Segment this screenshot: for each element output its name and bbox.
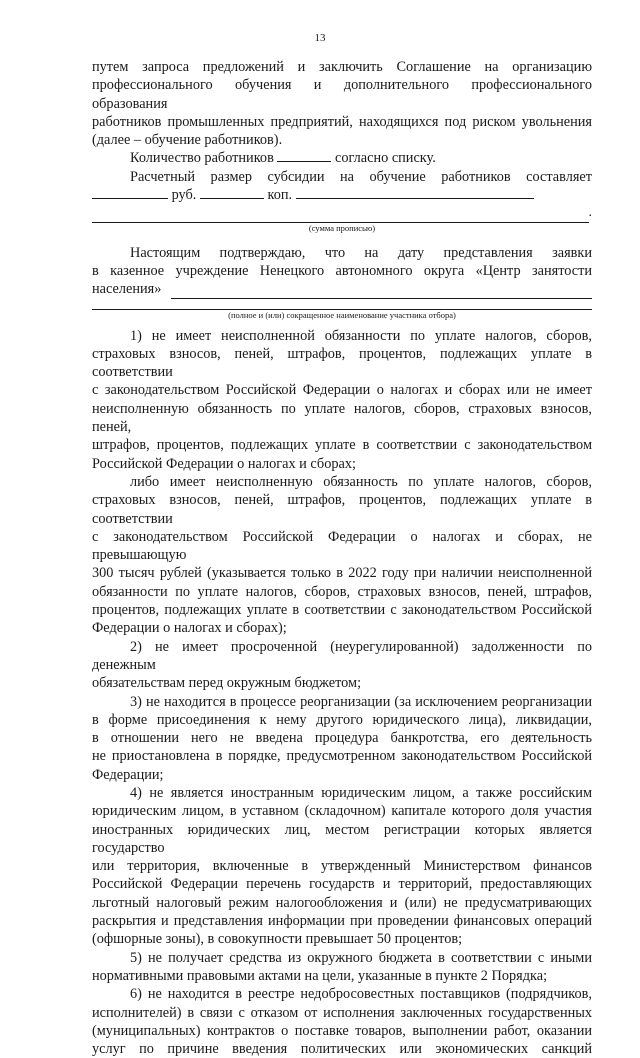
confirm-line: в казенное учреждение Ненецкого автономного округа «Центр занятости xyxy=(92,262,592,279)
condition-line: Федерации; xyxy=(92,766,164,783)
condition-line: услуг по причине введения политических или экономических санкций xyxy=(92,1041,592,1058)
condition-line: либо имеет неисполненную обязанность по уплате налогов, сборов, xyxy=(130,473,592,490)
condition-line: с законодательством Российской Федерации о налогах и сборах или не имеет xyxy=(92,382,592,399)
condition-line: 300 тысяч рублей (указывается только в 2022 году при наличии неисполненной xyxy=(92,565,592,582)
condition-line: Российской Федерации о налогах и сборах; xyxy=(92,455,356,472)
condition-line: страховых взносов, пеней, штрафов, процентов, подлежащих уплате в соответствии xyxy=(92,492,592,527)
amount-words-field[interactable] xyxy=(92,210,589,223)
workers-count-suffix: согласно списку. xyxy=(334,150,436,167)
workers-count-label: Количество работников xyxy=(130,150,274,167)
condition-line: раскрытия и представления информации при проведении финансовых операций xyxy=(92,913,592,930)
conditions-list xyxy=(92,327,592,1058)
condition-line: в форме присоединения к нему другого юридического лица), ликвидации, xyxy=(92,711,592,728)
amount-caption: (сумма прописью) xyxy=(308,222,376,233)
participant-name-field-2[interactable] xyxy=(92,299,592,310)
intro-line: (далее – обучение работников). xyxy=(92,132,283,149)
condition-line: обязательствам перед окружным бюджетом; xyxy=(92,675,362,692)
intro-line: профессионального обучения и дополнительного профессионального образования xyxy=(92,77,592,112)
condition-line: 1) не имеет неисполненной обязанности по уплате налогов, сборов, xyxy=(130,327,592,344)
condition-line: штрафов, процентов, подлежащих уплате в соответствии с законодательством xyxy=(92,437,592,454)
condition-line: юридическим лицом, в уставном (складочном) капитале которого доля участия xyxy=(92,803,592,820)
condition-line: не приостановлена в порядке, предусмотренном законодательством Российской xyxy=(92,748,592,765)
condition-line: с законодательством Российской Федерации о налогах и сборах, не превышающую xyxy=(92,528,592,564)
condition-item xyxy=(92,985,592,1058)
subsidy-kop-label: коп. xyxy=(267,187,293,204)
condition-line: обязанности по уплате налогов, сборов, страховых взносов, пеней, штрафов, xyxy=(92,583,592,600)
participant-name-field[interactable] xyxy=(171,286,592,299)
subsidy-amount-line xyxy=(92,186,592,204)
condition-line: или территория, включенные в утвержденный Министерством финансов xyxy=(92,858,592,875)
condition-line: 2) не имеет просроченной (неурегулированной) задолженности по денежным xyxy=(92,638,592,673)
confirm-line: Настоящим подтверждаю, что на дату представления заявки xyxy=(130,244,592,261)
subsidy-rub-label: руб. xyxy=(171,187,197,204)
condition-line: Российской Федерации перечень государств и территорий, предоставляющих xyxy=(92,876,592,893)
condition-line: нормативными правовыми актами на цели, указанные в пункте 2 Порядка; xyxy=(92,967,548,984)
condition-line: 6) не находится в реестре недобросовестных поставщиков (подрядчиков, xyxy=(130,986,592,1003)
confirm-name-row xyxy=(92,280,592,298)
subsidy-line: Расчетный размер субсидии на обучение работников составляет xyxy=(130,168,592,185)
condition-item xyxy=(92,473,592,638)
workers-count-line xyxy=(92,149,592,167)
condition-line: Федерации о налогах и сборах); xyxy=(92,620,287,637)
condition-line: в отношении него не введена процедура банкротства, его деятельность xyxy=(92,730,592,747)
workers-count-field[interactable] xyxy=(277,149,331,162)
document-body xyxy=(92,58,592,1058)
intro-line: работников промышленных предприятий, находящихся под риском увольнения xyxy=(92,113,592,130)
condition-line: исполнителей) в связи с отказом от исполнения заключенных государственных xyxy=(92,1004,592,1021)
condition-line: 4) не является иностранным юридическим лицом, а также российским xyxy=(130,784,592,801)
confirm-line: населения» xyxy=(92,281,162,298)
intro-line: путем запроса предложений и заключить Соглашение на организацию xyxy=(92,59,592,75)
condition-item xyxy=(92,784,592,949)
condition-line: (муниципальных) контрактов о поставке товаров, выполнении работ, оказании xyxy=(92,1022,592,1039)
amount-words-row: . xyxy=(92,204,592,222)
condition-line: (офшорные зоны), в совокупности превышает 50 процентов; xyxy=(92,931,463,948)
condition-item xyxy=(92,949,592,986)
condition-line: процентов, подлежащих уплате в соответствии с законодательством Российской xyxy=(92,602,592,619)
subsidy-kop-field[interactable] xyxy=(200,186,264,199)
condition-line: иностранных юридических лиц, местом регистрации которых является государство xyxy=(92,821,592,856)
condition-item xyxy=(92,638,592,693)
name-caption: (полное и (или) сокращенное наименование участника отбора) xyxy=(228,309,456,320)
condition-line: 3) не находится в процессе реорганизации (за исключением реорганизации xyxy=(130,693,592,710)
subsidy-rub-field[interactable] xyxy=(92,186,168,199)
condition-item xyxy=(92,693,592,784)
condition-line: льготный налоговый режим налогообложения и (или) не предусматривающих xyxy=(92,894,592,911)
condition-line: неисполненную обязанность по уплате налогов, сборов, страховых взносов, пеней, xyxy=(92,400,592,436)
subsidy-extra-field[interactable] xyxy=(296,186,534,199)
page-number: 13 xyxy=(314,32,326,44)
condition-line: страховых взносов, пеней, штрафов, процентов, подлежащих уплате в соответствии xyxy=(92,345,592,381)
condition-item xyxy=(92,327,592,473)
condition-line: 5) не получает средства из окружного бюджета в соответствии с иными xyxy=(130,949,592,966)
